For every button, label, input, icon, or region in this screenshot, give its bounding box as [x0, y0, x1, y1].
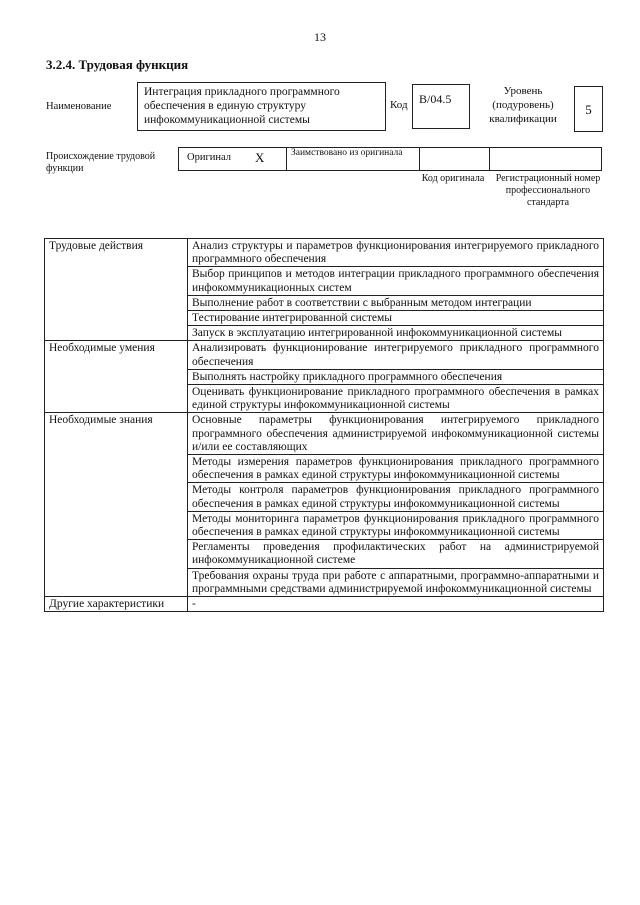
origin-table: [178, 147, 602, 171]
section-item: Выбор принципов и методов интеграции прикладного программного обеспечения инфокоммуникационных систем: [188, 267, 604, 295]
level-label: Уровень (подуровень) квалификации: [489, 85, 557, 125]
name-label: Наименование: [46, 101, 112, 112]
code-original-label: Код оригинала: [421, 173, 485, 184]
code-value: B/04.5: [412, 84, 470, 129]
labor-function-table: [44, 238, 604, 612]
section-item: Методы измерения параметров функционирования прикладного программного обеспечения в рамках единой структуры инфокоммуникационной системы: [188, 455, 604, 483]
section-heading: Другие характеристики: [45, 597, 188, 612]
code-label: Код: [390, 99, 408, 111]
section-heading: Трудовые действия: [45, 239, 188, 341]
section-heading: Необходимые знания: [45, 413, 188, 597]
section-item: Выполнять настройку прикладного программного обеспечения: [188, 369, 604, 384]
table-row: [45, 341, 604, 369]
section-heading: Необходимые умения: [45, 341, 188, 413]
borrowed-label: Заимствовано из оригинала: [291, 148, 403, 158]
section-item: Методы контроля параметров функционирования прикладного программного обеспечения в рамках единой структуры инфокоммуникационной системы: [188, 483, 604, 511]
section-item: Анализировать функционирование интегрируемого прикладного программного обеспечения: [188, 341, 604, 369]
section-item: Оценивать функционирование прикладного программного обеспечения в рамках единой структуры инфокоммуникационной системы: [188, 385, 604, 413]
reg-number-label: Регистрационный номер профессионального стандарта: [495, 173, 601, 208]
origin-reg-cell: [490, 148, 601, 170]
section-item: Регламенты проведения профилактических работ на администрируемой инфокоммуникационной системе: [188, 540, 604, 568]
section-item: Анализ структуры и параметров функционирования интегрируемого прикладного программного обеспечения: [188, 239, 604, 267]
origin-code-cell: [420, 148, 490, 170]
table-row: [45, 597, 604, 612]
original-label: Оригинал: [187, 152, 231, 163]
section-item: Требования охраны труда при работе с аппаратными, программно-аппаратными и программными средствами администрируемой инфокоммуникационной системы: [188, 568, 604, 596]
section-item: Методы мониторинга параметров функционирования прикладного программного обеспечения в рамках единой структуры инфокоммуникационной системы: [188, 511, 604, 539]
section-title: 3.2.4. Трудовая функция: [46, 57, 189, 72]
origin-borrowed-cell: [287, 148, 420, 170]
origin-label: Происхождение трудовой функции: [46, 151, 156, 174]
section-item: -: [188, 597, 604, 612]
page-number: 13: [314, 30, 326, 44]
function-name-value: Интеграция прикладного программного обеспечения в единую структуру инфокоммуникационной системы: [137, 82, 386, 131]
origin-original-cell: [179, 148, 287, 170]
section-item: Запуск в эксплуатацию интегрированной инфокоммуникационной системы: [188, 326, 604, 341]
section-item: Выполнение работ в соответствии с выбранным методом интеграции: [188, 295, 604, 310]
table-row: [45, 413, 604, 455]
section-item: Основные параметры функционирования интегрируемого прикладного программного обеспечения администрируемой инфокоммуникационной системы и/или ее составляющих: [188, 413, 604, 455]
table-row: [45, 239, 604, 267]
level-value: 5: [574, 86, 603, 132]
section-item: Тестирование интегрированной системы: [188, 311, 604, 326]
original-mark: X: [255, 150, 265, 165]
